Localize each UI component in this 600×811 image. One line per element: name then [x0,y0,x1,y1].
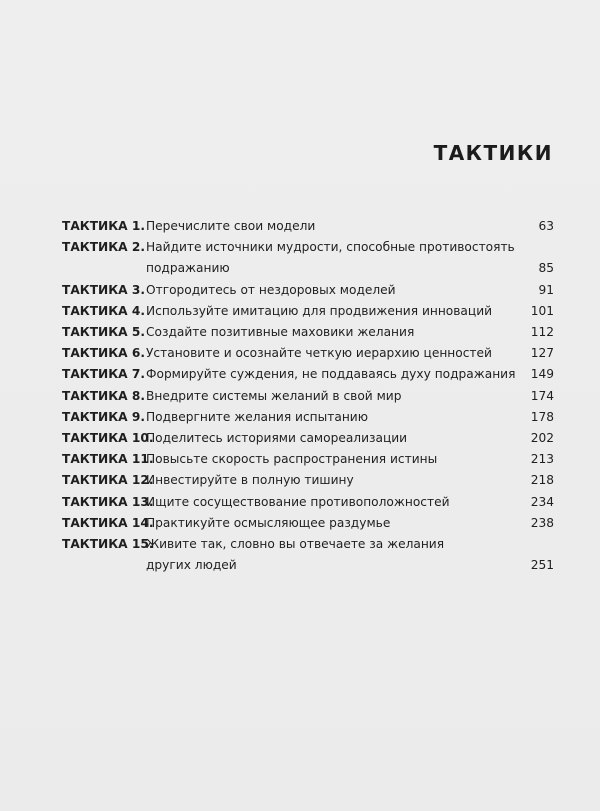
tactic-title [146,407,520,428]
tactic-label: ТАКТИКА 15. [62,537,154,552]
tactic-title-line: Поделитесь историями самореализации [146,431,408,446]
tactic-title-line: Формируйте суждения, не поддаваясь духу подражания [146,367,516,382]
tactic-title-line: Используйте имитацию для продвижения инноваций [146,303,493,318]
tactic-title [146,470,520,491]
tactic-entry [62,428,554,449]
tactic-label: ТАКТИКА 14. [62,515,154,530]
tactic-label: ТАКТИКА 2. [62,240,145,255]
page-number: 112 [530,325,554,340]
page-number: 85 [538,261,554,276]
tactic-entry [62,470,554,491]
tactic-title [146,216,520,237]
tactic-entry [62,492,554,513]
tactic-title-line: Ищите сосуществование противоположностей [146,494,450,509]
page-number: 218 [530,473,554,488]
tactic-title-line: Инвестируйте в полную тишину [146,473,354,488]
tactic-label: ТАКТИКА 1. [62,219,145,233]
tactic-label: ТАКТИКА 5. [62,325,145,340]
tactic-entry [62,280,554,301]
page-number: 174 [530,388,554,403]
tactic-label: ТАКТИКА 11. [62,452,154,467]
tactic-title-line: Отгородитесь от нездоровых моделей [146,282,396,297]
tactic-entry [62,237,554,279]
tactic-label: ТАКТИКА 6. [62,346,145,361]
tactic-entry [62,449,554,470]
tactic-title [146,280,520,301]
tactic-title [146,237,520,279]
tactic-entry [62,386,554,407]
tactics-list [62,216,554,576]
tactic-entry [62,364,554,385]
tactic-title-line: Живите так, словно вы отвечаете за желания [146,537,445,552]
tactic-label: ТАКТИКА 4. [62,303,145,318]
tactic-entry [62,534,554,576]
tactic-title [146,386,520,407]
tactic-title-line: подражанию [146,261,230,276]
tactic-title [146,322,520,343]
tactic-title-line: Повысьте скорость распространения истины [146,452,438,467]
tactic-title [146,343,520,364]
tactic-title-line: Найдите источники мудрости, способные противостоять [146,240,515,255]
tactic-label: ТАКТИКА 12. [62,473,154,488]
page-number: 213 [530,452,554,467]
tactic-entry [62,343,554,364]
page-number: 251 [530,558,554,573]
tactic-title [146,449,520,470]
tactic-entry [62,322,554,343]
page-number: 101 [530,303,554,318]
tactic-label: ТАКТИКА 8. [62,388,145,403]
tactic-label: ТАКТИКА 13. [62,494,154,509]
page-number: 91 [538,282,554,297]
page-title: ТАКТИКИ [433,141,553,166]
page-number: 127 [530,346,554,361]
tactic-title [146,513,520,534]
tactic-label: ТАКТИКА 10. [62,431,154,446]
tactic-label: ТАКТИКА 9. [62,409,145,424]
page-number: 202 [530,431,554,446]
tactic-entry [62,513,554,534]
tactic-title-line: других людей [146,558,237,573]
tactic-title [146,428,520,449]
tactic-label: ТАКТИКА 7. [62,367,145,382]
page-number: 63 [538,219,554,233]
page-number: 178 [530,409,554,424]
tactic-title-line: Внедрите системы желаний в свой мир [146,388,402,403]
tactic-entry [62,216,554,237]
tactic-title-line: Перечислите свои модели [146,219,316,233]
tactic-title [146,301,520,322]
tactic-entry [62,301,554,322]
tactic-title [146,364,520,385]
page-number: 234 [530,494,554,509]
tactic-title [146,534,520,576]
tactic-title-line: Создайте позитивные маховики желания [146,325,415,340]
tactic-title-line: Подвергните желания испытанию [146,409,368,424]
tactic-label: ТАКТИКА 3. [62,282,145,297]
tactic-title-line: Практикуйте осмысляющее раздумье [146,515,391,530]
tactic-title [146,492,520,513]
page-number: 149 [530,367,554,382]
page-number: 238 [530,515,554,530]
tactic-entry [62,407,554,428]
tactic-title-line: Установите и осознайте четкую иерархию ценностей [146,346,492,361]
